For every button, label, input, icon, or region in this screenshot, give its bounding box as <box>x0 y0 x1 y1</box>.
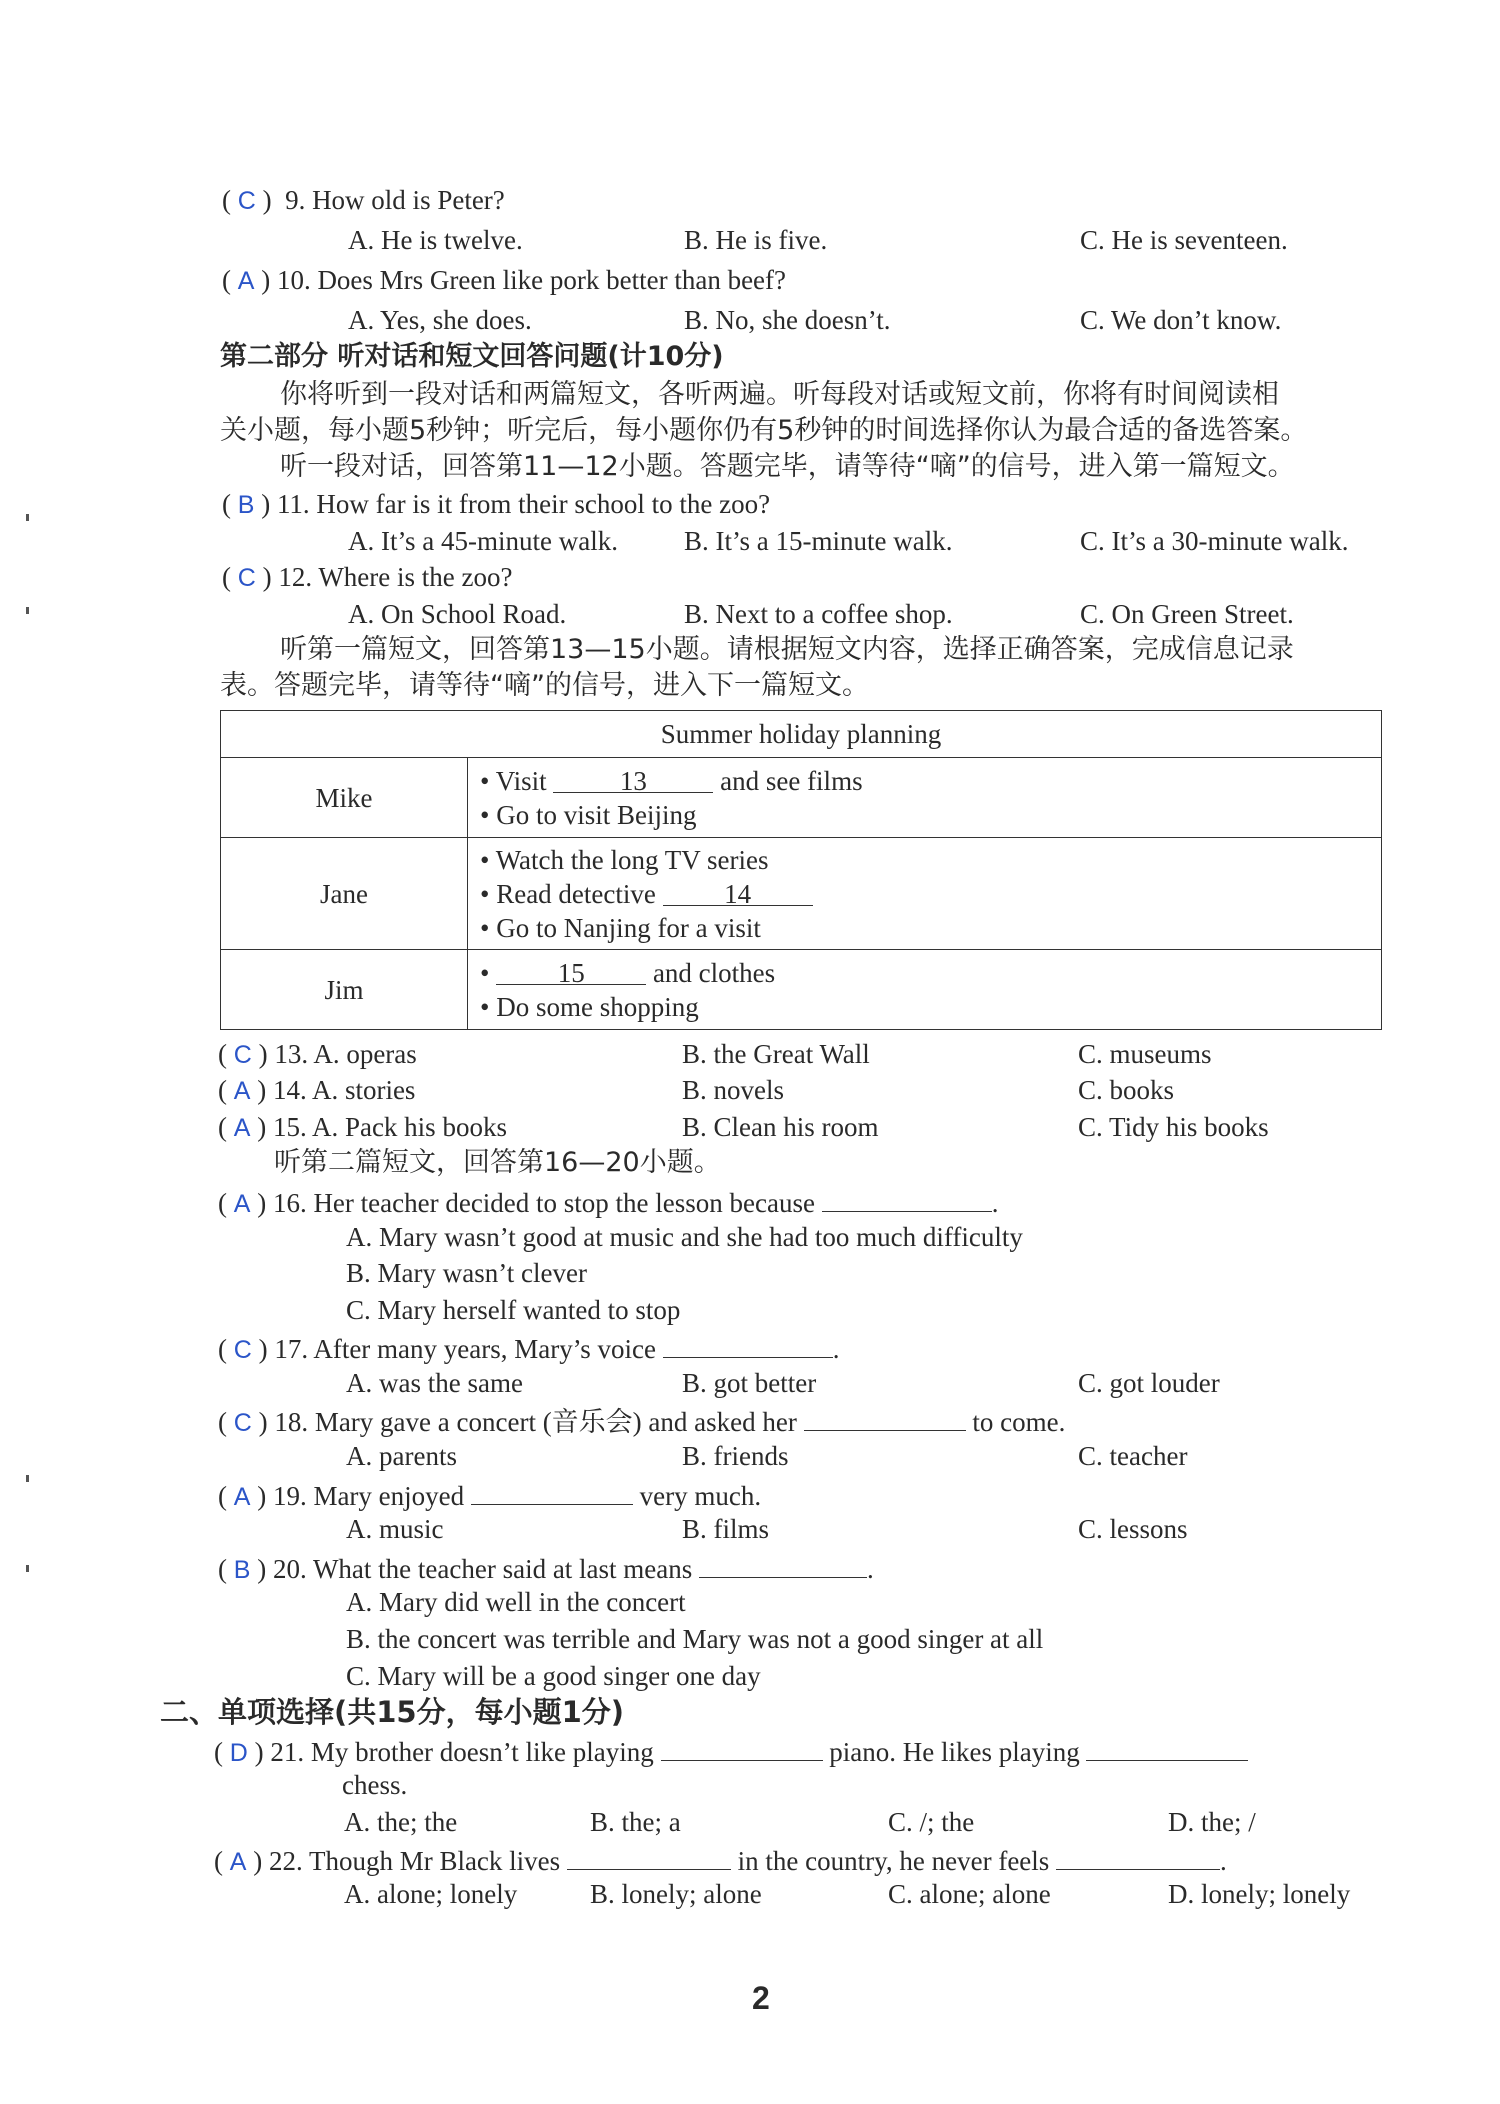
q10-option-a: A. Yes, she does. <box>348 305 532 335</box>
q22-option-d: D. lonely; lonely <box>1168 1879 1351 1909</box>
question-21: ( D ) 21. My brother doesn’t like playing piano. He likes playing <box>214 1732 1248 1770</box>
mike-row1-pre: • Visit <box>480 765 547 796</box>
mike-row2: • Go to visit Beijing <box>480 799 697 830</box>
q9-option-a: A. He is twelve. <box>348 225 523 255</box>
question-12-stem: 12. Where is the zoo? <box>278 562 513 592</box>
question-19-stem: 19. Mary enjoyed <box>272 1481 465 1511</box>
part2-heading: 第二部分 听对话和短文回答问题(计10分) <box>220 341 724 372</box>
q15-option-c: C. Tidy his books <box>1078 1112 1269 1142</box>
question-21-stem-cont: chess. <box>342 1770 408 1800</box>
table-name-jane: Jane <box>221 838 468 950</box>
passage2-intro: 听第二篇短文，回答第16—20小题。 <box>274 1147 721 1178</box>
blank-15: 15 <box>496 956 646 985</box>
q22-option-a: A. alone; lonely <box>344 1879 518 1909</box>
q13-option-b: B. the Great Wall <box>682 1039 870 1069</box>
table-name-jim: Jim <box>221 950 468 1030</box>
q22-option-c: C. alone; alone <box>888 1879 1051 1909</box>
question-16-stem: 16. Her teacher decided to stop the lesson because <box>272 1188 815 1218</box>
q20-blank <box>699 1549 867 1578</box>
passage1-intro-line1: 听第一篇短文，回答第13—15小题。请根据短文内容，选择正确答案，完成信息记录 <box>280 634 1294 665</box>
scan-mark <box>26 607 29 614</box>
question-20: ( B ) 20. What the teacher said at last means . <box>218 1549 874 1587</box>
q18-blank <box>804 1402 966 1431</box>
question-19: ( A ) 19. Mary enjoyed very much. <box>218 1476 761 1514</box>
table-title: Summer holiday planning <box>221 711 1382 758</box>
q19-option-c: C. lessons <box>1078 1514 1188 1544</box>
answer-22: A <box>229 1848 247 1876</box>
q21-option-a: A. the; the <box>344 1807 458 1837</box>
mike-row1-post: and see films <box>720 765 863 796</box>
passage1-intro-line2: 表。答题完毕，请等待“嘀”的信号，进入下一篇短文。 <box>220 670 869 701</box>
question-15: ( A ) 15. A. Pack his books <box>218 1112 507 1142</box>
q22-blank-1 <box>567 1841 731 1870</box>
q22-end: . <box>1220 1846 1227 1876</box>
q20-option-b: B. the concert was terrible and Mary was not a good singer at all <box>346 1624 1044 1654</box>
question-18: ( C ) 18. Mary gave a concert (音乐会) and asked her to come. <box>218 1402 1065 1440</box>
q16-option-c: C. Mary herself wanted to stop <box>346 1295 681 1325</box>
q10-option-b: B. No, she doesn’t. <box>684 305 891 335</box>
answer-18: C <box>233 1409 252 1437</box>
answer-12: C <box>237 564 256 592</box>
q11-option-c: C. It’s a 30-minute walk. <box>1080 526 1349 556</box>
answer-14: A <box>233 1077 251 1105</box>
question-14-stem: 14. A. stories <box>272 1075 416 1105</box>
q21-blank-1 <box>661 1732 823 1761</box>
answer-15: A <box>233 1114 251 1142</box>
q14-option-b: B. novels <box>682 1075 785 1105</box>
question-22-stem-mid: in the country, he never feels <box>737 1846 1050 1876</box>
q13-option-c: C. museums <box>1078 1039 1212 1069</box>
answer-10: A <box>237 267 255 295</box>
section2-heading: 二、单项选择(共15分，每小题1分) <box>160 1695 625 1729</box>
q22-blank-2 <box>1056 1841 1220 1870</box>
scan-mark <box>26 514 29 521</box>
q15-option-b: B. Clean his room <box>682 1112 879 1142</box>
q11-option-b: B. It’s a 15-minute walk. <box>684 526 953 556</box>
jim-row1-pre: • <box>480 957 490 988</box>
q9-option-c: C. He is seventeen. <box>1080 225 1288 255</box>
question-10-stem: 10. Does Mrs Green like pork better than beef? <box>276 265 787 295</box>
question-17: ( C ) 17. After many years, Mary’s voice . <box>218 1329 839 1367</box>
question-22: ( A ) 22. Though Mr Black lives in the country, he never feels . <box>214 1841 1227 1879</box>
question-16: ( A ) 16. Her teacher decided to stop the lesson because . <box>218 1183 998 1221</box>
q21-option-c: C. /; the <box>888 1807 975 1837</box>
q19-option-b: B. films <box>682 1514 770 1544</box>
q12-option-b: B. Next to a coffee shop. <box>684 599 953 629</box>
q17-blank <box>663 1329 833 1358</box>
jane-row1: • Watch the long TV series <box>480 844 769 875</box>
q12-option-a: A. On School Road. <box>348 599 567 629</box>
q18-option-a: A. parents <box>346 1441 457 1471</box>
q19-blank <box>471 1476 633 1505</box>
q17-option-b: B. got better <box>682 1368 817 1398</box>
blank-14: 14 <box>663 877 813 906</box>
q18-option-c: C. teacher <box>1078 1441 1188 1471</box>
q14-option-c: C. books <box>1078 1075 1175 1105</box>
answer-20: B <box>233 1556 251 1584</box>
table-items-jim <box>468 950 1382 1030</box>
q18-option-b: B. friends <box>682 1441 789 1471</box>
info-table <box>220 710 1382 1030</box>
q19-end: very much. <box>639 1481 762 1511</box>
q9-option-b: B. He is five. <box>684 225 828 255</box>
scan-mark <box>26 1475 29 1482</box>
q16-blank <box>822 1183 992 1212</box>
page-number: 2 <box>752 1980 770 2016</box>
answer-17: C <box>233 1336 252 1364</box>
jim-row2: • Do some shopping <box>480 991 699 1022</box>
answer-21: D <box>229 1739 248 1767</box>
question-9: ( C ) 9. How old is Peter? <box>222 185 505 215</box>
question-13: ( C ) 13. A. operas <box>218 1039 417 1069</box>
q17-option-a: A. was the same <box>346 1368 523 1398</box>
q16-option-b: B. Mary wasn’t clever <box>346 1258 587 1288</box>
blank-13: 13 <box>553 764 713 793</box>
question-21-stem-mid: piano. He likes playing <box>829 1737 1080 1767</box>
jim-row1-post: and clothes <box>652 957 776 988</box>
answer-16: A <box>233 1190 251 1218</box>
q18-end: to come. <box>972 1407 1066 1437</box>
question-9-stem: 9. How old is Peter? <box>285 185 505 215</box>
question-22-stem-pre: 22. Though Mr Black lives <box>268 1846 561 1876</box>
q21-option-d: D. the; / <box>1168 1807 1256 1837</box>
question-15-stem: 15. A. Pack his books <box>272 1112 507 1142</box>
table-items-jane <box>468 838 1382 950</box>
q16-end: . <box>991 1188 999 1218</box>
table-name-mike: Mike <box>221 758 468 838</box>
question-20-stem: 20. What the teacher said at last means <box>272 1554 693 1584</box>
q10-option-c: C. We don’t know. <box>1080 305 1282 335</box>
q22-option-b: B. lonely; alone <box>590 1879 762 1909</box>
q20-option-c: C. Mary will be a good singer one day <box>346 1661 761 1691</box>
jane-row2-pre: • Read detective <box>480 878 656 909</box>
question-14: ( A ) 14. A. stories <box>218 1075 416 1105</box>
answer-9: C <box>237 187 256 215</box>
question-11: ( B ) 11. How far is it from their school to the zoo? <box>222 489 771 519</box>
answer-19: A <box>233 1483 251 1511</box>
question-12: ( C ) 12. Where is the zoo? <box>222 562 513 592</box>
q11-option-a: A. It’s a 45-minute walk. <box>348 526 618 556</box>
question-13-stem: 13. A. operas <box>274 1039 417 1069</box>
q16-option-a: A. Mary wasn’t good at music and she had too much difficulty <box>346 1222 1023 1252</box>
part2-intro-line1: 你将听到一段对话和两篇短文，各听两遍。听每段对话或短文前，你将有时间阅读相 <box>280 379 1279 410</box>
q20-end: . <box>867 1554 874 1584</box>
dialog-intro: 听一段对话，回答第11—12小题。答题完毕，请等待“嘀”的信号，进入第一篇短文。 <box>280 451 1295 482</box>
q20-option-a: A. Mary did well in the concert <box>346 1587 686 1617</box>
question-21-stem-pre: 21. My brother doesn’t like playing <box>270 1737 654 1767</box>
q12-option-c: C. On Green Street. <box>1080 599 1294 629</box>
q17-option-c: C. got louder <box>1078 1368 1220 1398</box>
table-items-mike <box>468 758 1382 838</box>
question-17-stem: 17. After many years, Mary’s voice <box>274 1334 656 1364</box>
part2-intro-line2: 关小题，每小题5秒钟；听完后，每小题你仍有5秒钟的时间选择你认为最合适的备选答案。 <box>220 415 1308 446</box>
scan-mark <box>26 1565 29 1572</box>
q17-end: . <box>832 1334 840 1364</box>
q21-blank-2 <box>1086 1732 1248 1761</box>
answer-11: B <box>237 491 255 519</box>
question-10: ( A ) 10. Does Mrs Green like pork better than beef? <box>222 265 787 295</box>
question-11-stem: 11. How far is it from their school to the zoo? <box>276 489 771 519</box>
q19-option-a: A. music <box>346 1514 444 1544</box>
q21-option-b: B. the; a <box>590 1807 681 1837</box>
answer-13: C <box>233 1041 252 1069</box>
jane-row3: • Go to Nanjing for a visit <box>480 912 761 943</box>
question-18-stem: 18. Mary gave a concert (音乐会) and asked her <box>274 1407 797 1437</box>
